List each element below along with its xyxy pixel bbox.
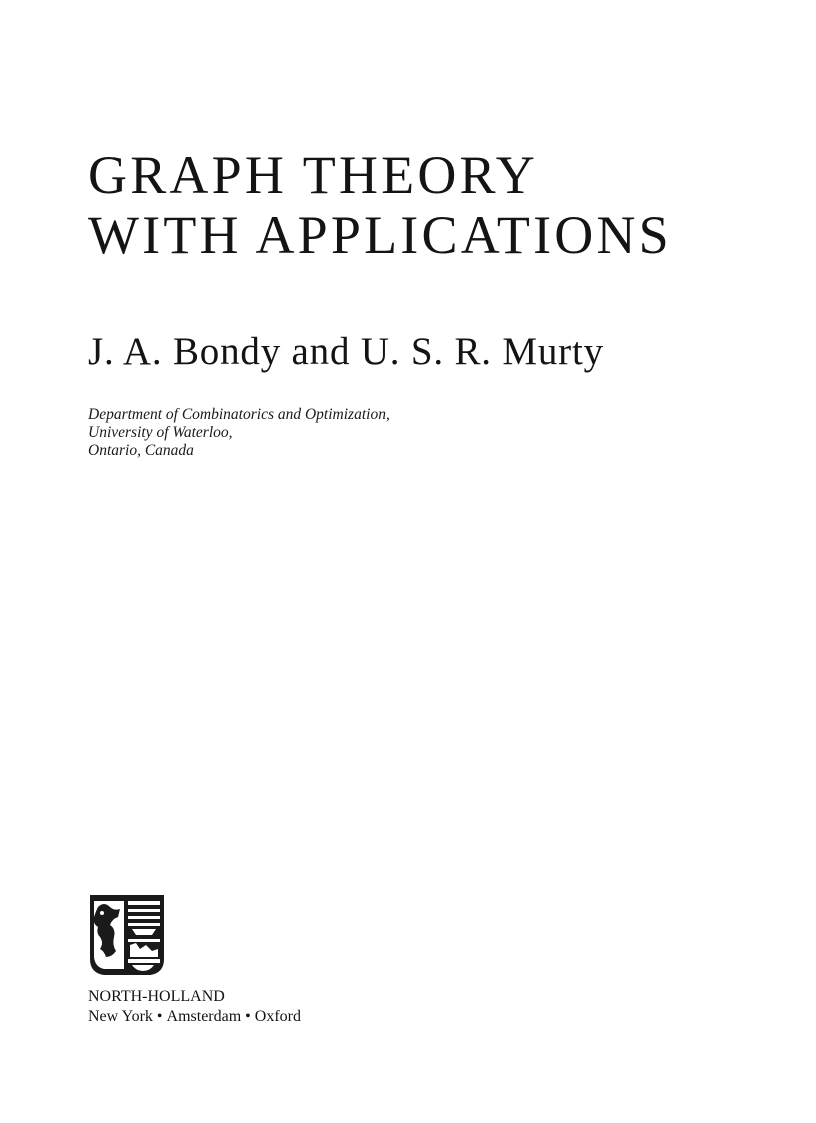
authors: J. A. Bondy and U. S. R. Murty	[88, 330, 604, 373]
separator-dot: •	[156, 1008, 163, 1025]
book-title-line-2: WITH APPLICATIONS	[88, 205, 672, 265]
affiliation	[88, 406, 390, 460]
publisher-name: NORTH-HOLLAND	[88, 988, 225, 1005]
publisher-emblem-icon	[88, 893, 166, 977]
city-oxford: Oxford	[254, 1008, 301, 1025]
publisher-block	[88, 987, 301, 1027]
affiliation-line-3: Ontario, Canada	[88, 442, 194, 459]
publisher-cities	[88, 1007, 301, 1027]
affiliation-line-2: University of Waterloo,	[88, 424, 233, 441]
city-amsterdam: Amsterdam	[166, 1008, 242, 1025]
book-title-line-1: GRAPH THEORY	[88, 145, 538, 205]
separator-dot: •	[245, 1008, 251, 1025]
affiliation-line-1: Department of Combinatorics and Optimization,	[88, 406, 390, 423]
city-new-york: New York	[88, 1008, 153, 1025]
